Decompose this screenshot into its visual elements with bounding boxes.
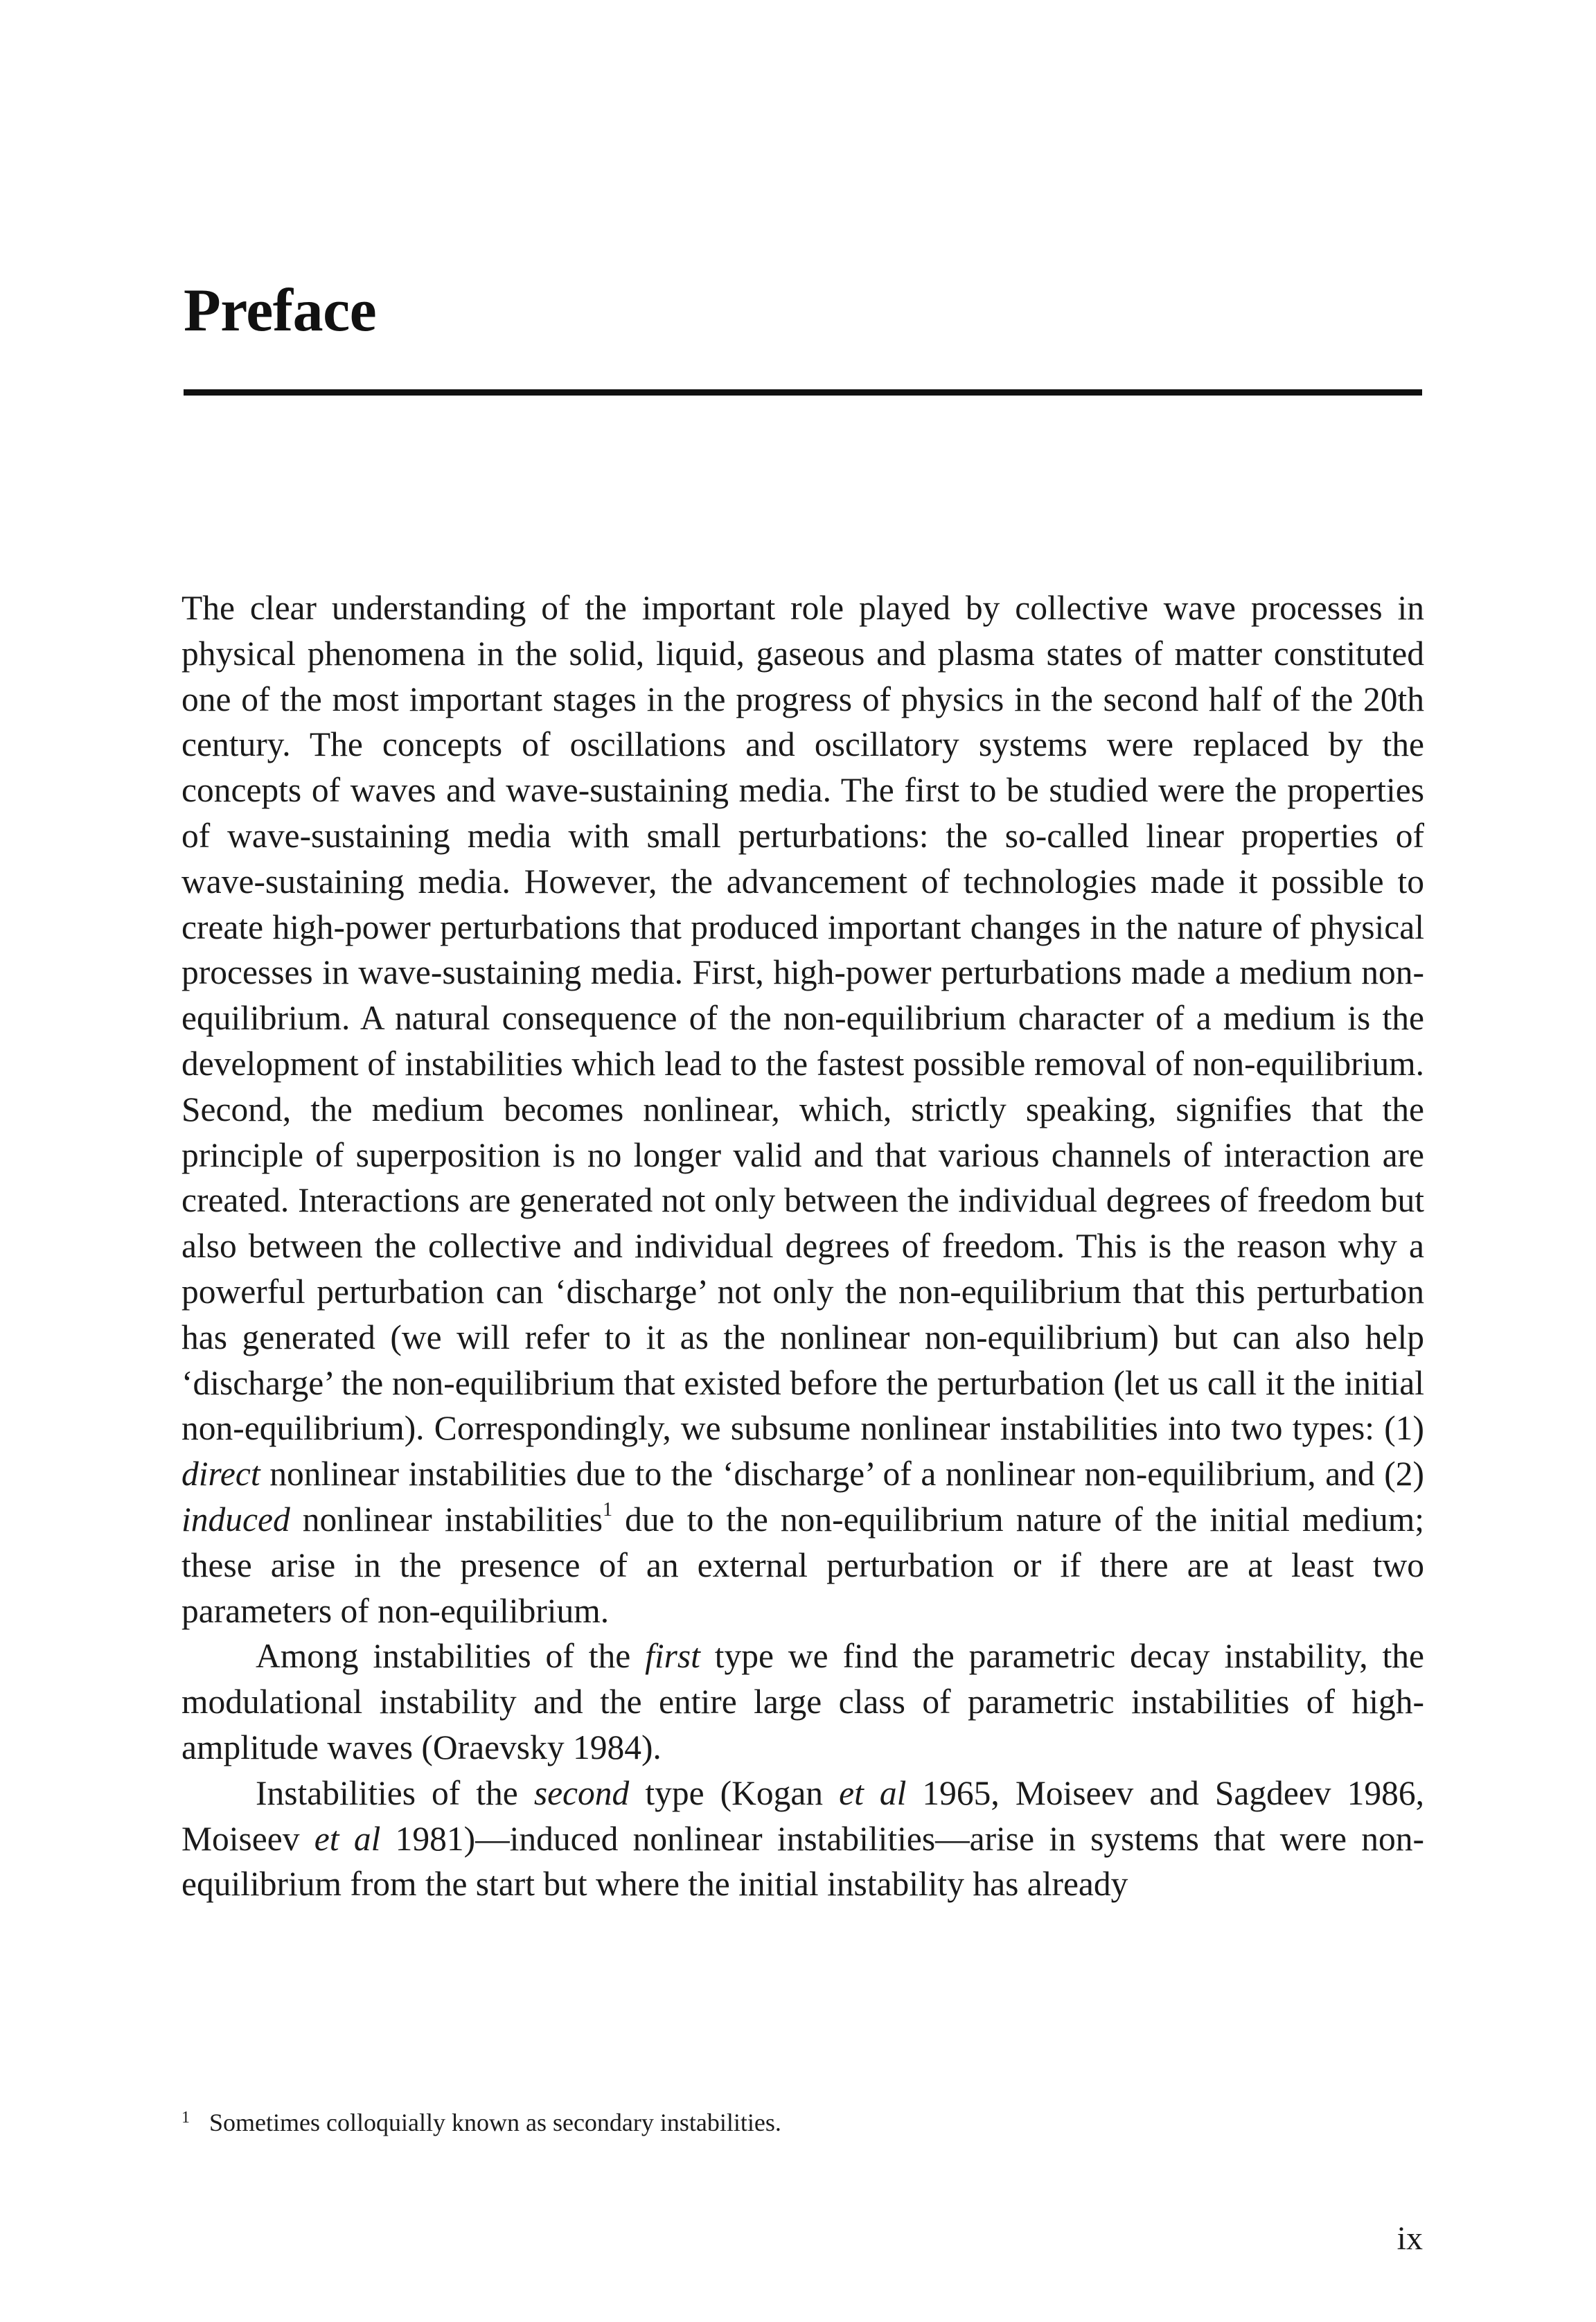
paragraph-2 <box>181 1633 1424 1770</box>
paragraph-text: Among instabilities of the <box>256 1637 646 1676</box>
emphasis-induced: induced <box>181 1500 290 1539</box>
paragraph-text: 1965, Moiseev and Sagdeev 1986, Moiseev <box>181 1773 1424 1858</box>
footnote-reference: 1 <box>603 1498 613 1521</box>
page-title: Preface <box>184 277 377 344</box>
emphasis-et-al: et al <box>314 1819 381 1858</box>
paragraph-1 <box>181 585 1424 1633</box>
paragraph-text: type we find the parametric decay instability, the modulational instability and the entire large class of parametric instabilities of high-amplitude waves (Oraevsky 1984). <box>181 1637 1424 1766</box>
page-number: ix <box>1396 2220 1423 2257</box>
paragraph-text: due to the non-equilibrium nature of the initial medium; these arise in the presence of an external perturbation or if there are at least two parameters of non-equilibrium. <box>181 1500 1424 1630</box>
title-rule <box>184 389 1422 396</box>
paragraph-3 <box>181 1771 1424 1907</box>
paragraph-text: 1981)—induced nonlinear instabilities—arise in systems that were non-equilibrium from the start but where the initial instability has already <box>181 1819 1424 1904</box>
emphasis-first: first <box>645 1637 700 1676</box>
emphasis-direct: direct <box>181 1455 260 1494</box>
footnote-text: Sometimes colloquially known as secondary instabilities. <box>209 2109 781 2136</box>
paragraph-text: type (Kogan <box>629 1773 840 1812</box>
emphasis-et-al: et al <box>839 1773 907 1812</box>
paragraph-text: nonlinear instabilities due to the ‘discharge’ of a nonlinear non-equilibrium, and (2) <box>260 1455 1424 1494</box>
emphasis-second: second <box>533 1773 630 1812</box>
footnote: 1 Sometimes colloquially known as secondary instabilities. <box>181 2109 781 2136</box>
paragraph-text: The clear understanding of the important role played by collective wave processes in physical phenomena in the solid, liquid, gaseous and plasma states of matter constituted one of the most important stages in the progress of physics in the second half of the 20th century. The concepts of oscillations and oscillatory systems were replaced by the concepts of waves and wave-sustaining media. The first to be studied were the properties of wave-sustaining media with small perturbations: the so-called linear properties of wave-sustaining media. However, the advancement of technologies made it possible to create high-power perturbations that produced important changes in the nature of physical processes in wave-sustaining media. First, high-power perturbations made a medium non-equilibrium. A natural consequence of the non-equilibrium character of a medium is the development of instabilities which lead to the fastest possible removal of non-equilibrium. Second, the medium becomes nonlinear, which, strictly speaking, signifies that the principle of superposition is no longer valid and that various channels of interaction are created. Interactions are generated not only between the individual degrees of freedom but also between the collective and individual degrees of freedom. This is the reason why a powerful perturbation can ‘discharge’ not only the non-equilibrium that this perturbation has generated (we will refer to it as the nonlinear non-equilibrium) but can also help ‘discharge’ the non-equilibrium that existed before the perturbation (let us call it the initial non-equilibrium). Correspondingly, we subsume nonlinear instabilities into two types: (1) <box>181 589 1424 1448</box>
body-text <box>181 585 1424 1907</box>
paragraph-text: nonlinear instabilities <box>290 1500 603 1539</box>
paragraph-text: Instabilities of the <box>256 1773 534 1812</box>
